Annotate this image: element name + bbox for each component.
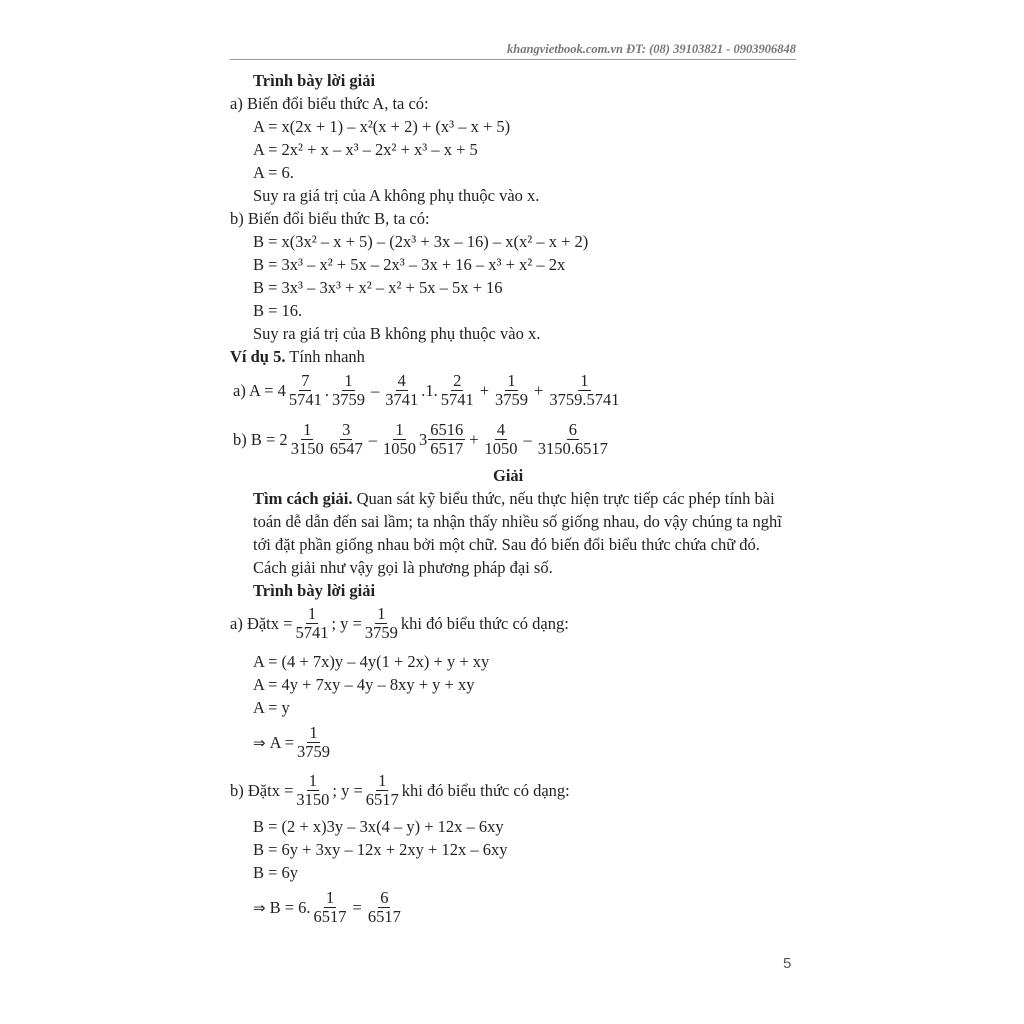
- hint-line: toán dễ dẫn đến sai lầm; ta nhận thấy nhiều số giống nhau, do vậy chúng ta nghĩ: [253, 512, 782, 531]
- expression-b: b) B = 2 $\frac{1}{3150}$ $\frac{3}{6547}$ – $\frac{1}{1050}$ 3 $\frac{6516}{6517}$ + $\frac{4}{1050}$ – $\frac{6}{3150.6517}$: [233, 420, 608, 458]
- part-b-intro: b) Biến đổi biểu thức B, ta có:: [230, 209, 430, 228]
- fraction: $\frac{6}{3150.6517}$: [537, 420, 608, 458]
- section-title: Trình bày lời giải: [253, 581, 376, 600]
- substitution-a: a) Đặt x = $\frac{1}{5741}$ ; y = $\frac{1}{3759}$ khi đó biểu thức có dạng:: [230, 604, 569, 642]
- conclusion-line: Suy ra giá trị của B không phụ thuộc vào x.: [253, 324, 541, 343]
- equation-line: B = 16.: [253, 301, 303, 320]
- result-b: ⇒ B = 6. $\frac{1}{6517}$ = $\frac{6}{6517}$: [253, 888, 401, 926]
- part-a-intro: a) Biến đổi biểu thức A, ta có:: [230, 94, 429, 113]
- fraction: $\frac{1}{3759}$: [495, 371, 529, 409]
- fraction: $\frac{3}{6547}$: [329, 420, 363, 458]
- result-a: ⇒ A = $\frac{1}{3759}$: [253, 723, 331, 761]
- fraction: $\frac{1}{3150}$: [296, 771, 330, 809]
- fraction: $\frac{4}{3741}$: [385, 371, 419, 409]
- fraction: $\frac{1}{3759.5741}$: [549, 371, 620, 409]
- fraction: $\frac{1}{5741}$: [295, 604, 329, 642]
- hint-line: Cách giải như vậy gọi là phương pháp đại số.: [253, 558, 553, 577]
- equation-line: B = 6y: [253, 863, 299, 882]
- page-header: khangvietbook.com.vn ĐT: (08) 39103821 - 0903906848: [507, 42, 796, 56]
- implies-icon: ⇒: [253, 898, 266, 917]
- equation-line: A = 2x² + x – x³ – 2x² + x³ – x + 5: [253, 140, 478, 159]
- section-title: Trình bày lời giải: [253, 71, 376, 90]
- solution-heading: Giải: [493, 466, 524, 485]
- equation-line: B = 3x³ – 3x³ + x² – x² + 5x – 5x + 16: [253, 278, 503, 297]
- fraction: $\frac{6516}{6517}$: [430, 420, 464, 458]
- fraction: $\frac{2}{5741}$: [440, 371, 474, 409]
- hint-line: tới đặt phần giống nhau bởi một chữ. Sau đó biến đổi biểu thức chứa chữ đó.: [253, 535, 760, 554]
- equation-line: B = 6y + 3xy – 12x + 2xy + 12x – 6xy: [253, 840, 508, 859]
- expression-a: a) A = 4 $\frac{7}{5741}$ . $\frac{1}{3759}$ – $\frac{4}{3741}$ .1. $\frac{2}{5741}$ + $\frac{1}{3759}$ + $\frac{1}{3759.5741}$: [233, 371, 620, 409]
- substitution-b: b) Đặt x = $\frac{1}{3150}$ ; y = $\frac{1}{6517}$ khi đó biểu thức có dạng:: [230, 771, 570, 809]
- fraction: $\frac{4}{1050}$: [484, 420, 518, 458]
- fraction: $\frac{1}{3759}$: [331, 371, 365, 409]
- conclusion-line: Suy ra giá trị của A không phụ thuộc vào x.: [253, 186, 540, 205]
- equation-line: B = 3x³ – x² + 5x – 2x³ – 3x + 16 – x³ + x² – 2x: [253, 255, 566, 274]
- equation-line: A = x(2x + 1) – x²(x + 2) + (x³ – x + 5): [253, 117, 511, 136]
- fraction: $\frac{1}{6517}$: [365, 771, 399, 809]
- fraction: $\frac{1}{6517}$: [313, 888, 347, 926]
- header-rule: [230, 59, 796, 60]
- equation-line: A = 4y + 7xy – 4y – 8xy + y + xy: [253, 675, 475, 694]
- fraction: $\frac{1}{3759}$: [297, 723, 331, 761]
- hint-line: Tìm cách giải. Quan sát kỹ biểu thức, nếu thực hiện trực tiếp các phép tính bài: [253, 489, 775, 508]
- fraction: $\frac{6}{6517}$: [367, 888, 401, 926]
- fraction: $\frac{1}{3759}$: [364, 604, 398, 642]
- equation-line: A = y: [253, 698, 290, 717]
- equation-line: A = (4 + 7x)y – 4y(1 + 2x) + y + xy: [253, 652, 490, 671]
- page-number: 5: [783, 955, 792, 972]
- fraction: $\frac{1}{3150}$: [290, 420, 324, 458]
- example-title: Ví dụ 5. Tính nhanh: [230, 347, 365, 366]
- fraction: $\frac{7}{5741}$: [288, 371, 322, 409]
- equation-line: B = x(3x² – x + 5) – (2x³ + 3x – 16) – x(x² – x + 2): [253, 232, 589, 251]
- equation-line: B = (2 + x)3y – 3x(4 – y) + 12x – 6xy: [253, 817, 504, 836]
- fraction: $\frac{1}{1050}$: [382, 420, 416, 458]
- implies-icon: ⇒: [253, 733, 266, 752]
- equation-line: A = 6.: [253, 163, 294, 182]
